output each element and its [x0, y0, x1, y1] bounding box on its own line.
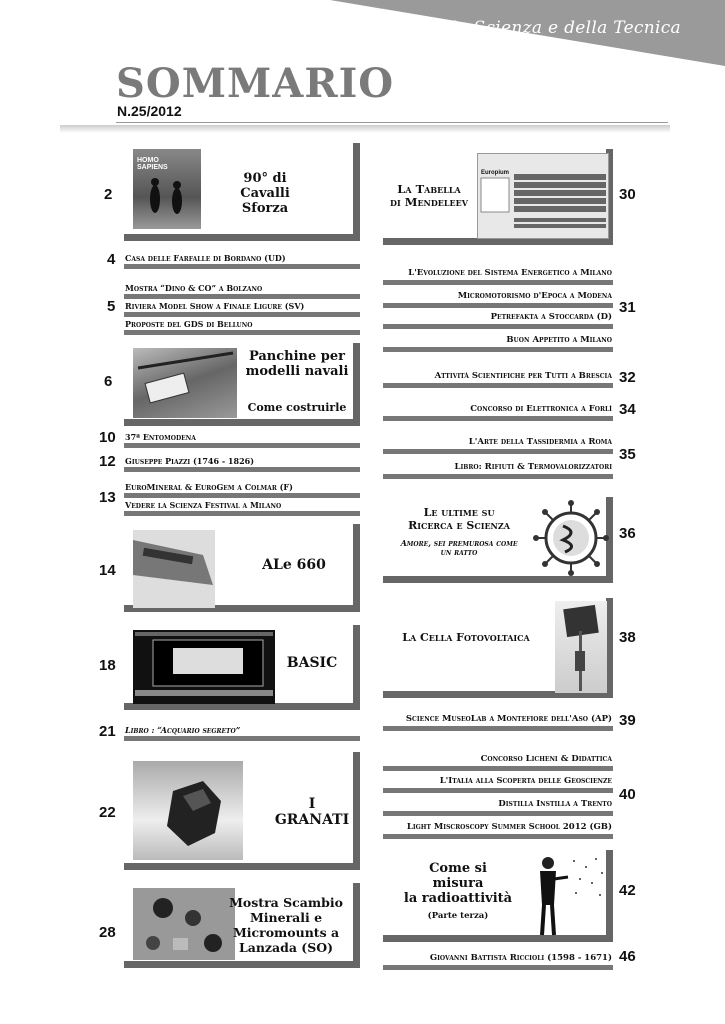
- basic-screen-image: [133, 630, 275, 704]
- article-title: ALe 660: [262, 557, 326, 573]
- article-subtitle: (Parte terza): [427, 911, 489, 921]
- article-subtitle: Come costruirle: [247, 401, 347, 414]
- divider: [124, 511, 360, 516]
- list-item[interactable]: Light Miscroscopy Summer School 2012 (GB): [406, 822, 612, 832]
- article-title: 90° di Cavalli Sforza: [240, 171, 290, 216]
- divider: [383, 383, 613, 388]
- list-item[interactable]: Distilla Instilla a Trento: [498, 799, 612, 809]
- homo-sapiens-cover-image: HOMO SAPIENS: [133, 149, 201, 229]
- page-number: 30: [619, 186, 636, 203]
- list-item[interactable]: L'Evoluzione del Sistema Energetico a Milano: [408, 268, 612, 278]
- list-item[interactable]: Concorso di Elettronica a Forlì: [470, 404, 612, 414]
- list-item[interactable]: Vedere la Scienza Festival a Milano: [125, 500, 282, 510]
- page-number: 13: [99, 489, 116, 506]
- divider: [383, 766, 613, 771]
- page-number: 4: [107, 251, 116, 268]
- list-item[interactable]: Casa delle Farfalle di Bordano (UD): [125, 253, 286, 263]
- article-title: Mostra Scambio Minerali e Micromounts a Lanzada (SO): [229, 895, 343, 955]
- list-item[interactable]: Giovanni Battista Riccioli (1598 - 1671): [429, 953, 612, 963]
- list-item[interactable]: Science MuseoLab a Montefiore dell'Aso (AP): [405, 714, 612, 724]
- page-number: 31: [619, 299, 636, 316]
- list-item[interactable]: Mostra “Dino & CO” a Bolzano: [125, 283, 263, 293]
- divider: [124, 294, 360, 299]
- page-number: 42: [619, 882, 636, 899]
- page-number: 40: [619, 786, 636, 803]
- article-title: I GRANATI: [274, 796, 350, 829]
- page-number: 18: [99, 657, 116, 674]
- article-title: La Tabella di Mendeleev: [390, 182, 468, 210]
- page-title: SOMMARIO: [116, 60, 395, 107]
- header-tagline: L'Hobby della Scienza e della Tecnica: [344, 18, 681, 38]
- list-item[interactable]: Libro : “Acquario segreto”: [125, 725, 241, 735]
- article-subtitle: Amore, sei premurosa come un ratto: [400, 538, 518, 558]
- page-number: 34: [619, 401, 636, 418]
- divider: [124, 330, 360, 335]
- divider: [383, 416, 613, 421]
- page-number: 6: [104, 373, 113, 390]
- page-number: 38: [619, 629, 636, 646]
- divider: [124, 264, 360, 269]
- divider: [383, 324, 613, 329]
- page-number: 39: [619, 712, 636, 729]
- list-item[interactable]: Petrefakta a Stoccarda (D): [490, 312, 612, 322]
- header-shadow: [60, 125, 670, 133]
- list-item[interactable]: Riviera Model Show a Finale Ligure (SV): [125, 301, 305, 311]
- list-item[interactable]: EuroMineral & EuroGem a Colmar (F): [125, 482, 293, 492]
- list-item[interactable]: Concorso Licheni & Didattica: [480, 754, 612, 764]
- list-item[interactable]: Micromotorismo d'Epoca a Modena: [457, 291, 612, 301]
- divider: [124, 443, 360, 448]
- divider: [383, 726, 613, 731]
- solar-panel-image: [555, 601, 607, 693]
- train-image: [133, 530, 215, 608]
- page-number: 28: [99, 924, 116, 941]
- page-number: 22: [99, 804, 116, 821]
- list-item[interactable]: Giuseppe Piazzi (1746 - 1826): [125, 456, 254, 466]
- header-rule: [116, 122, 668, 123]
- page-number: 12: [99, 453, 116, 470]
- divider: [383, 449, 613, 454]
- page-number: 46: [619, 948, 636, 965]
- list-item[interactable]: 37ª Entomodena: [125, 432, 196, 442]
- scientist-figure-icon: [530, 853, 610, 939]
- garnet-image: [133, 761, 243, 860]
- periodic-table-image: Europium: [477, 153, 609, 239]
- page-number: 10: [99, 429, 116, 446]
- divider: [383, 347, 613, 352]
- list-item[interactable]: L'Italia alla Scoperta delle Geoscienze: [439, 776, 612, 786]
- divider: [383, 474, 613, 479]
- divider: [124, 493, 360, 498]
- article-title: Panchine per modelli navali: [245, 349, 349, 379]
- page-number: 32: [619, 369, 636, 386]
- list-item[interactable]: Buon Appetito a Milano: [506, 335, 612, 345]
- page-number: 14: [99, 562, 116, 579]
- page-number: 35: [619, 446, 636, 463]
- page-number: 21: [99, 723, 116, 740]
- divider: [124, 467, 360, 472]
- divider: [124, 312, 360, 317]
- divider: [124, 736, 360, 741]
- list-item[interactable]: Proposte del GDS di Belluno: [125, 319, 253, 329]
- list-item[interactable]: Libro: Rifiuti & Termovalorizzatori: [454, 462, 612, 472]
- article-title: Le ultime su Ricerca e Scienza: [408, 506, 510, 532]
- minerals-image: [133, 888, 235, 960]
- article-title: La Cella Fotovoltaica: [402, 631, 530, 644]
- page-number: 2: [104, 186, 113, 203]
- list-item[interactable]: Attività Scientifiche per Tutti a Brescia: [434, 371, 612, 381]
- divider: [383, 834, 613, 839]
- divider: [383, 788, 613, 793]
- article-title: BASIC: [286, 655, 338, 671]
- list-item[interactable]: L'Arte della Tassidermia a Roma: [468, 437, 612, 447]
- virus-icon: [533, 500, 609, 576]
- divider: [383, 303, 613, 308]
- issue-number: N.25/2012: [117, 103, 182, 119]
- divider: [383, 965, 613, 970]
- divider: [383, 811, 613, 816]
- model-benches-image: [133, 348, 237, 418]
- page-number: 5: [107, 298, 116, 315]
- divider: [383, 280, 613, 285]
- page-number: 36: [619, 525, 636, 542]
- article-title: Come si misura la radioattività: [403, 861, 513, 906]
